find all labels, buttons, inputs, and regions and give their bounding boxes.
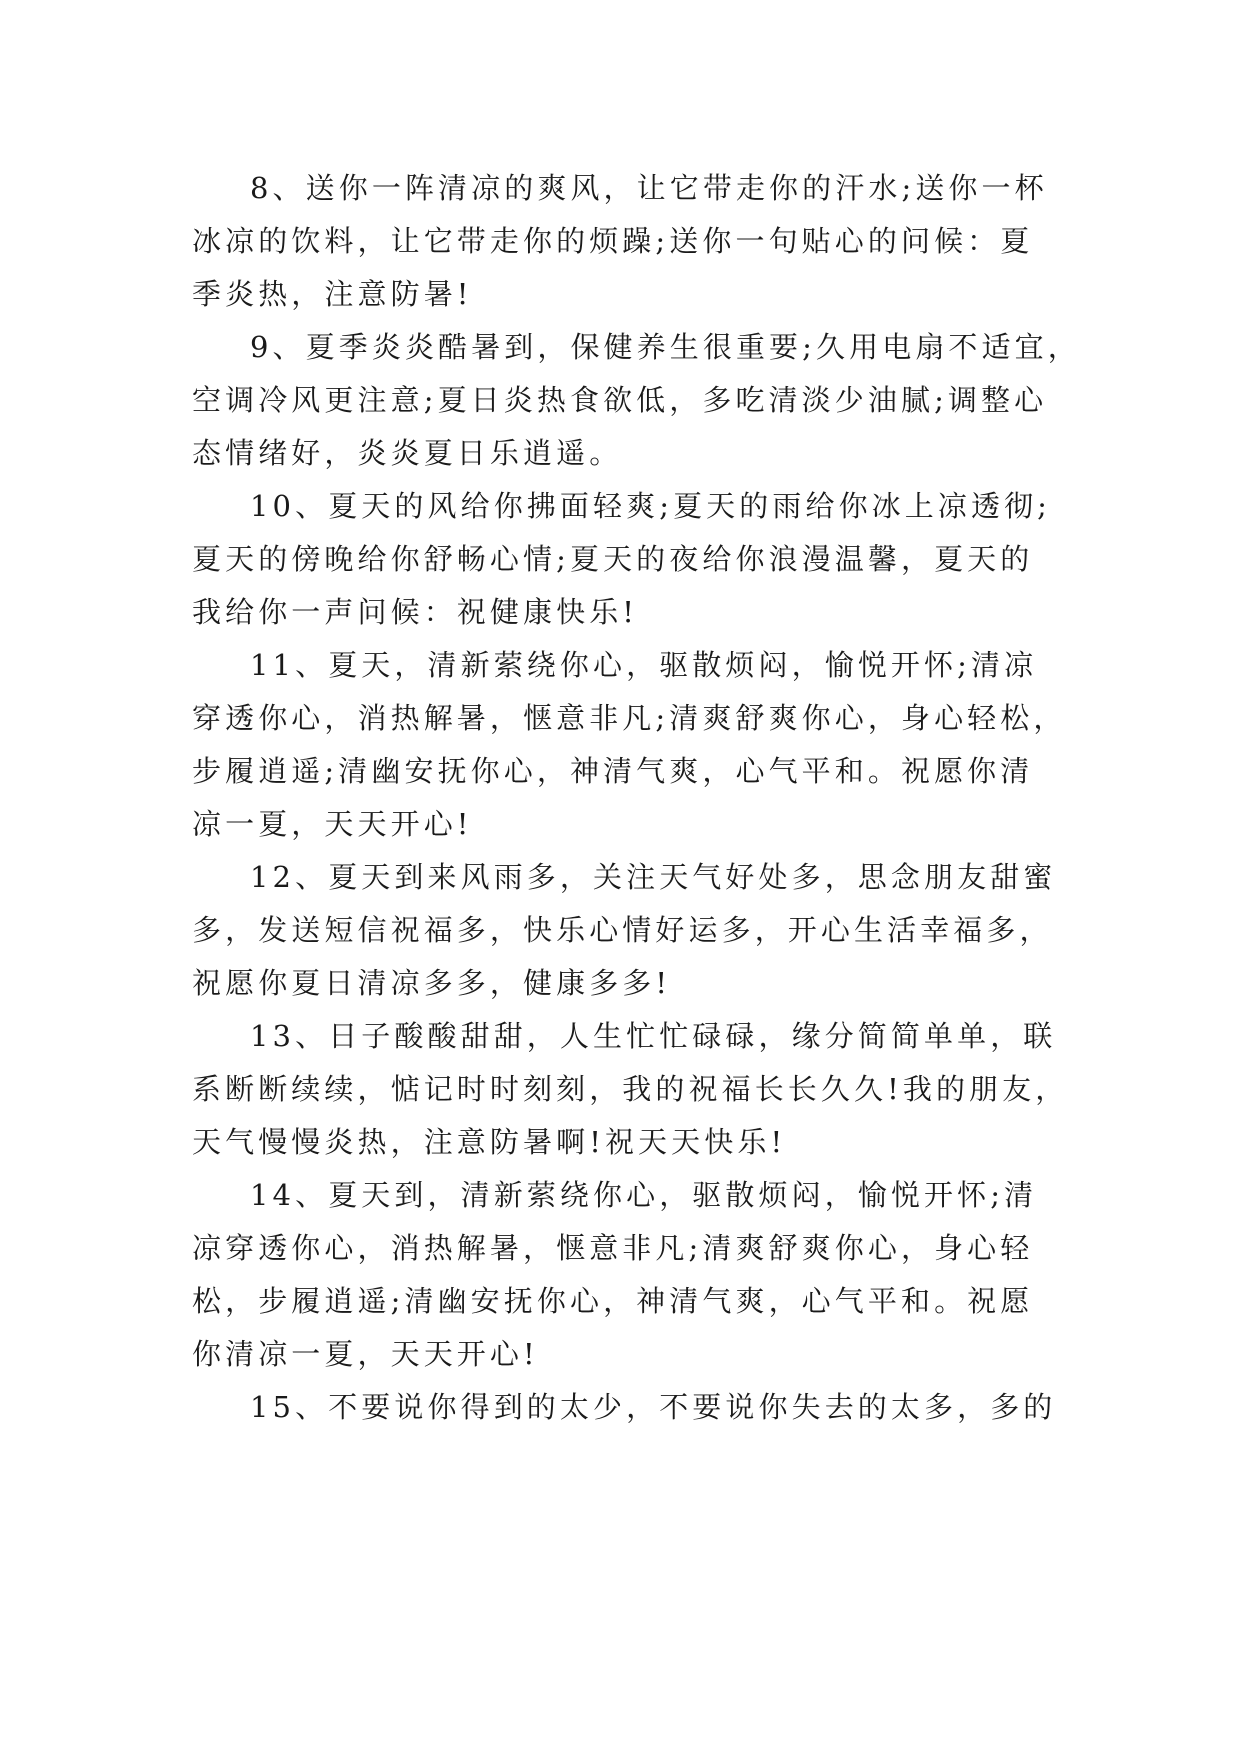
text-line: 10、夏天的风给你拂面轻爽;夏天的雨给你冰上凉透彻;	[250, 489, 1052, 523]
text-line: 天气慢慢炎热，注意防暑啊!祝天天快乐!	[192, 1125, 787, 1159]
text-line: 系断断续续，惦记时时刻刻，我的祝福长长久久!我的朋友，	[192, 1072, 1069, 1106]
text-line: 我给你一声问候：祝健康快乐!	[192, 595, 639, 629]
text-line: 凉一夏，天天开心!	[192, 807, 473, 841]
text-line: 夏天的傍晚给你舒畅心情;夏天的夜给你浪漫温馨，夏天的	[192, 542, 1034, 576]
text-line: 9、夏季炎炎酷暑到，保健养生很重要;久用电扇不适宜，	[250, 330, 1081, 364]
text-line: 8、送你一阵清凉的爽风，让它带走你的汗水;送你一杯	[250, 171, 1048, 205]
text-line: 12、夏天到来风雨多，关注天气好处多，思念朋友甜蜜	[250, 860, 1057, 894]
text-line: 空调冷风更注意;夏日炎热食欲低，多吃清淡少油腻;调整心	[192, 383, 1048, 417]
text-line: 冰凉的饮料，让它带走你的烦躁;送你一句贴心的问候：夏	[192, 224, 1034, 258]
text-line: 多，发送短信祝福多，快乐心情好运多，开心生活幸福多，	[192, 913, 1053, 947]
text-line: 步履逍遥;清幽安抚你心，神清气爽，心气平和。祝愿你清	[192, 754, 1034, 788]
text-line: 13、日子酸酸甜甜，人生忙忙碌碌，缘分简简单单，联	[250, 1019, 1057, 1053]
text-line: 凉穿透你心，消热解暑，惬意非凡;清爽舒爽你心，身心轻	[192, 1231, 1034, 1265]
text-line: 季炎热，注意防暑!	[192, 277, 473, 311]
text-line: 你清凉一夏，天天开心!	[192, 1337, 539, 1371]
text-line: 穿透你心，消热解暑，惬意非凡;清爽舒爽你心，身心轻松，	[192, 701, 1067, 735]
text-line: 松，步履逍遥;清幽安抚你心，神清气爽，心气平和。祝愿	[192, 1284, 1034, 1318]
text-line: 祝愿你夏日清凉多多，健康多多!	[192, 966, 672, 1000]
text-line: 14、夏天到，清新萦绕你心，驱散烦闷，愉悦开怀;清	[250, 1178, 1038, 1212]
text-line: 态情绪好，炎炎夏日乐逍遥。	[192, 436, 623, 470]
text-line: 15、不要说你得到的太少，不要说你失去的太多，多的	[250, 1390, 1057, 1424]
text-line: 11、夏天，清新萦绕你心，驱散烦闷，愉悦开怀;清凉	[250, 648, 1038, 682]
